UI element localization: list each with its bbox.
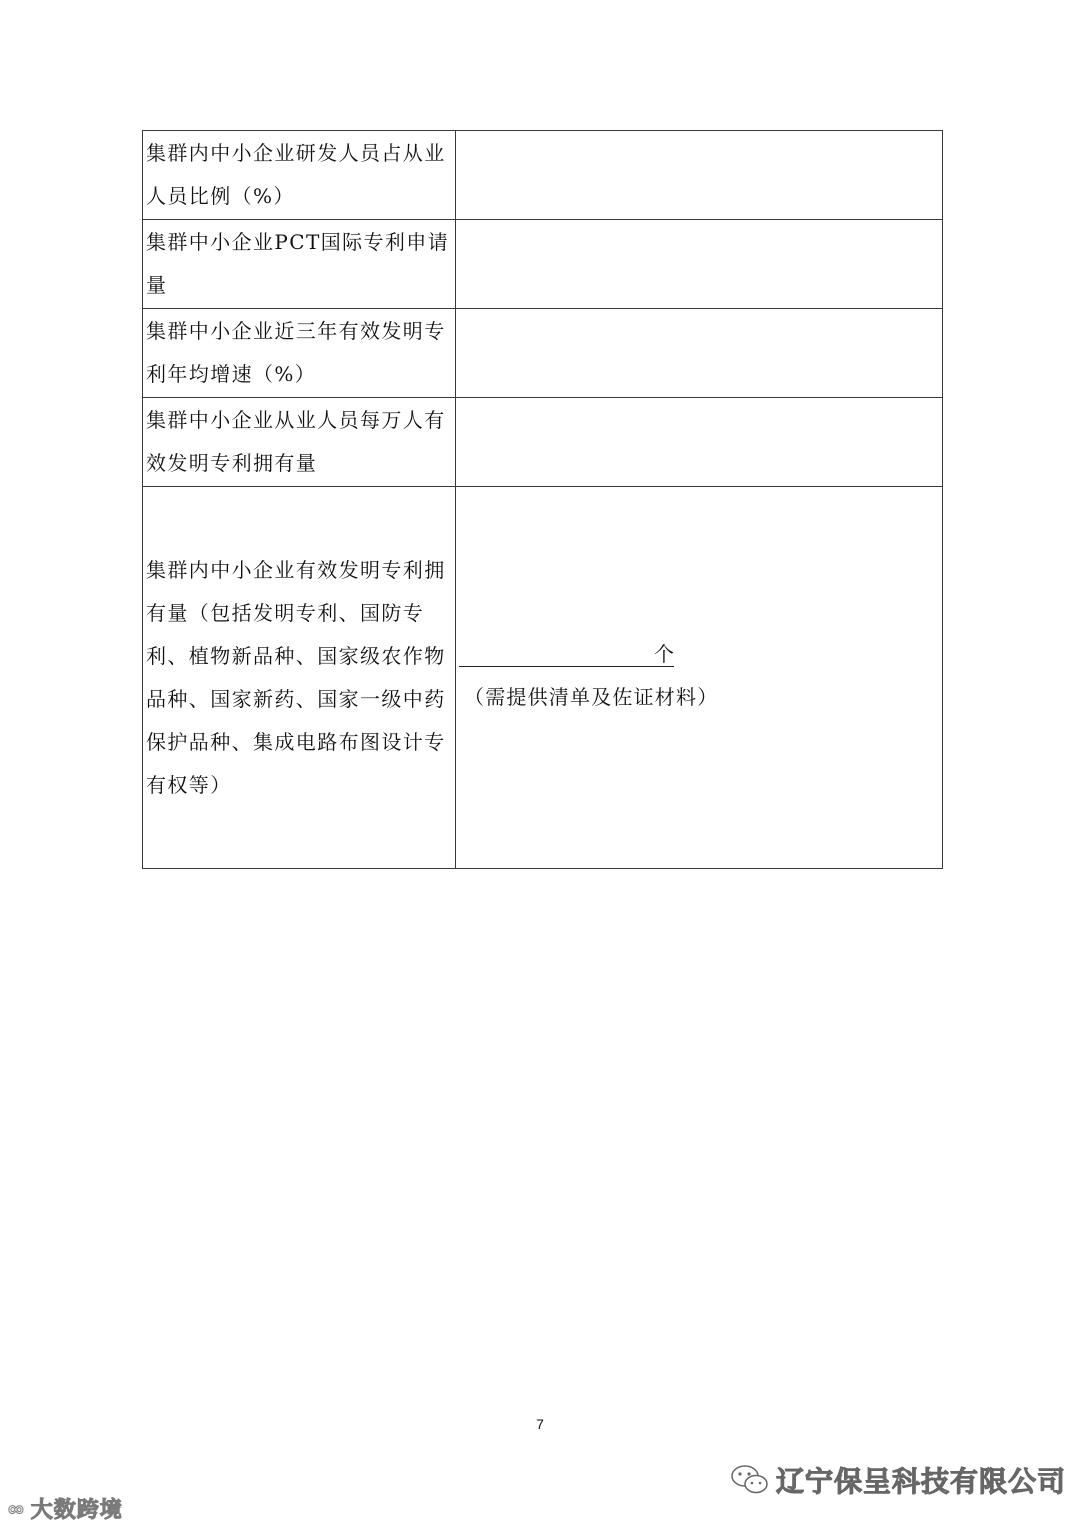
- watermark-left: [8, 1493, 123, 1524]
- watermark-right-text: 辽宁保呈科技有限公司: [776, 1466, 1067, 1497]
- row-label: 集群中小企业PCT国际专利申请量: [143, 220, 456, 309]
- unit-label: 个: [654, 642, 674, 666]
- table-row: [143, 309, 943, 398]
- table-row: [143, 131, 943, 220]
- row-value[interactable]: [456, 131, 943, 220]
- watermark-right: [730, 1460, 1066, 1500]
- indicator-table: [142, 130, 943, 869]
- table-row: [143, 487, 943, 869]
- note-text: （需提供清单及佐证材料）: [464, 685, 719, 709]
- row-label: 集群内中小企业研发人员占从业人员比例（%）: [143, 131, 456, 220]
- row-label: 集群中小企业近三年有效发明专利年均增速（%）: [143, 309, 456, 398]
- row-label: 集群内中小企业有效发明专利拥有量（包括发明专利、国防专利、植物新品种、国家级农作物品种、国家新药、国家一级中药保护品种、集成电路布图设计专有权等）: [143, 487, 456, 869]
- page-number: 7: [536, 1416, 544, 1432]
- wechat-icon: [730, 1463, 770, 1497]
- row-value[interactable]: [456, 398, 943, 487]
- infinity-logo-icon: ∞: [8, 1495, 25, 1521]
- table-row: [143, 220, 943, 309]
- table-row: [143, 398, 943, 487]
- row-label: 集群中小企业从业人员每万人有效发明专利拥有量: [143, 398, 456, 487]
- watermark-left-text: 大数跨境: [30, 1497, 123, 1522]
- row-value[interactable]: [456, 309, 943, 398]
- row-value[interactable]: [456, 487, 943, 869]
- row-value[interactable]: [456, 220, 943, 309]
- count-fill-line[interactable]: [459, 642, 674, 667]
